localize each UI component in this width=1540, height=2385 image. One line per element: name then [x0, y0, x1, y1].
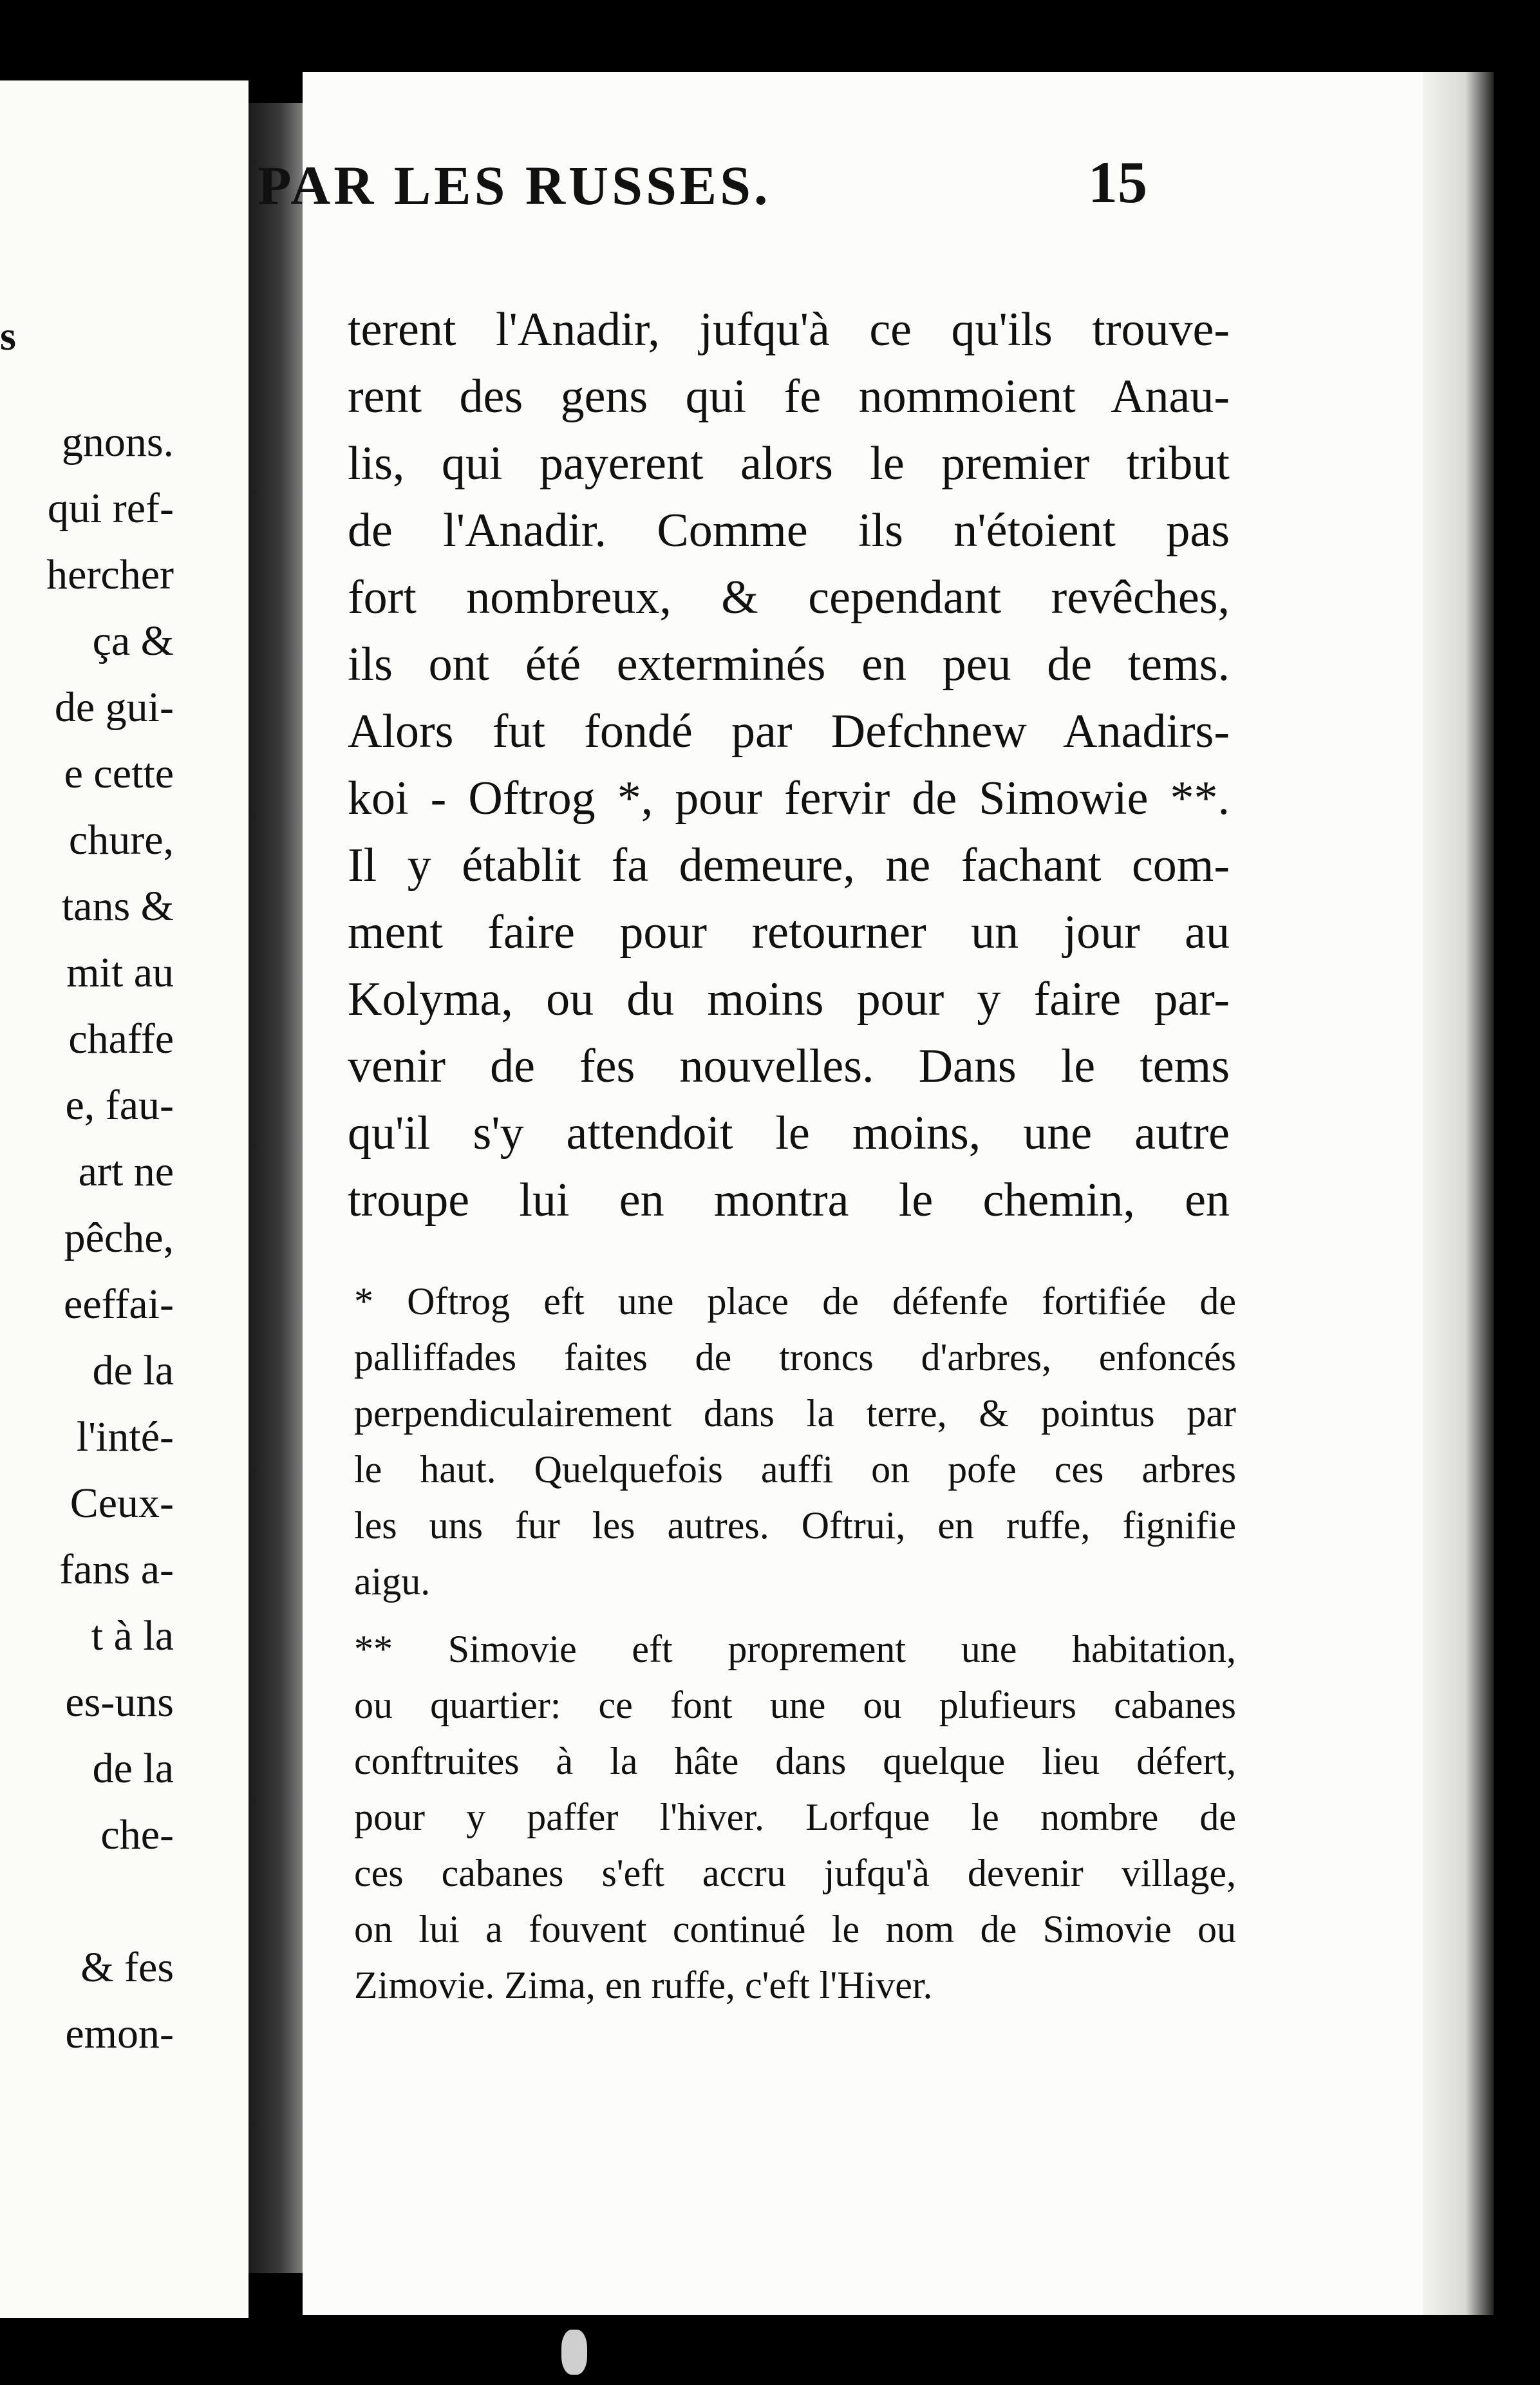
left-line: de la [92, 1347, 174, 1394]
text-line: venir de fes nouvelles. Dans le tems [348, 1040, 1230, 1093]
footnote-line: Zimovie. Zima, en ruffe, c'eft l'Hiver. [354, 1964, 933, 2006]
text-line: lis, qui payerent alors le premier tribut [348, 437, 1230, 490]
footnote-line: les uns fur les autres. Oftrui, en ruffe, fignifie [354, 1504, 1236, 1547]
left-running-head: s [0, 313, 16, 359]
page-edge [1423, 72, 1494, 2315]
footnote-line: palliffades faites de troncs d'arbres, enfoncés [354, 1336, 1236, 1379]
left-line: e, fau- [65, 1082, 174, 1129]
left-line: fans a- [59, 1546, 174, 1593]
text-line: Kolyma, ou du moins pour y faire par- [348, 973, 1230, 1026]
left-line: de gui- [54, 684, 174, 731]
text-line: rent des gens qui fe nommoient Anau- [348, 370, 1230, 423]
text-line: ils ont été exterminés en peu de tems. [348, 638, 1230, 691]
left-line: l'inté- [76, 1413, 174, 1460]
text-line: Alors fut fondé par Defchnew Anadirs- [348, 705, 1230, 758]
page-number: 15 [1088, 149, 1147, 215]
left-line: chaffe [68, 1015, 174, 1062]
footnote-ostrog [354, 1274, 1236, 1610]
left-line: e cette [64, 750, 174, 797]
footnote-line: pour y paffer l'hiver. Lorfque le nombre de [354, 1796, 1236, 1838]
left-line: ça & [92, 617, 174, 665]
running-title: PAR LES RUSSES. [258, 155, 771, 216]
text-line: ment faire pour retourner un jour au [348, 906, 1230, 959]
left-line: qui ref- [47, 485, 174, 532]
text-line: troupe lui en montra le chemin, en [348, 1174, 1230, 1227]
text-line: de l'Anadir. Comme ils n'étoient pas [348, 504, 1230, 557]
left-line: chure, [68, 816, 174, 863]
text-line: Il y établit fa demeure, ne fachant com- [348, 839, 1230, 892]
text-line: fort nombreux, & cependant revêches, [348, 571, 1230, 624]
footnote-line: * Oftrog eft une place de défenfe fortifiée de [354, 1280, 1236, 1323]
footnote-line: conftruites à la hâte dans quelque lieu défert, [354, 1740, 1236, 1782]
left-line: art ne [78, 1148, 174, 1195]
left-line: pêche, [64, 1214, 174, 1261]
left-line: gnons. [61, 419, 174, 466]
footnote-line: ** Simovie eft proprement une habitation, [354, 1628, 1236, 1670]
left-line: de la [92, 1745, 174, 1792]
running-head [258, 149, 1223, 231]
footnote-line: aigu. [354, 1560, 431, 1603]
left-line: & fes [80, 1944, 174, 1991]
text-line: qu'il s'y attendoit le moins, une autre [348, 1107, 1230, 1160]
left-line: eeffai- [64, 1281, 174, 1328]
left-line: t à la [91, 1612, 174, 1659]
footnote-line: perpendiculairement dans la terre, & pointus par [354, 1392, 1236, 1435]
left-line: es-uns [65, 1679, 174, 1726]
left-page-fragment [0, 80, 249, 2318]
left-line: che- [100, 1811, 174, 1858]
text-line: terent l'Anadir, jufqu'à ce qu'ils trouve- [348, 303, 1230, 356]
left-line: emon- [65, 2010, 174, 2057]
left-line: tans & [61, 883, 174, 930]
scan-artifact [561, 2330, 587, 2375]
left-line: Ceux- [70, 1480, 174, 1527]
text-line: koi - Oftrog *, pour fervir de Simowie **. [348, 772, 1230, 825]
book-gutter-shadow [249, 103, 306, 2273]
left-line: hercher [46, 551, 174, 598]
footnote-line: on lui a fouvent continué le nom de Simovie ou [354, 1908, 1236, 1950]
footnote-line: le haut. Quelquefois auffi on pofe ces arbres [354, 1448, 1236, 1491]
footnote-line: ou quartier: ce font une ou plufieurs cabanes [354, 1684, 1236, 1726]
left-line: mit au [66, 949, 174, 996]
left-line [0, 1868, 174, 1934]
main-text [348, 296, 1230, 1234]
footnote-line: ces cabanes s'eft accru jufqu'à devenir village, [354, 1852, 1236, 1894]
footnotes [354, 1274, 1236, 2013]
left-page-text [0, 409, 174, 2067]
footnote-simovie [354, 1621, 1236, 2013]
